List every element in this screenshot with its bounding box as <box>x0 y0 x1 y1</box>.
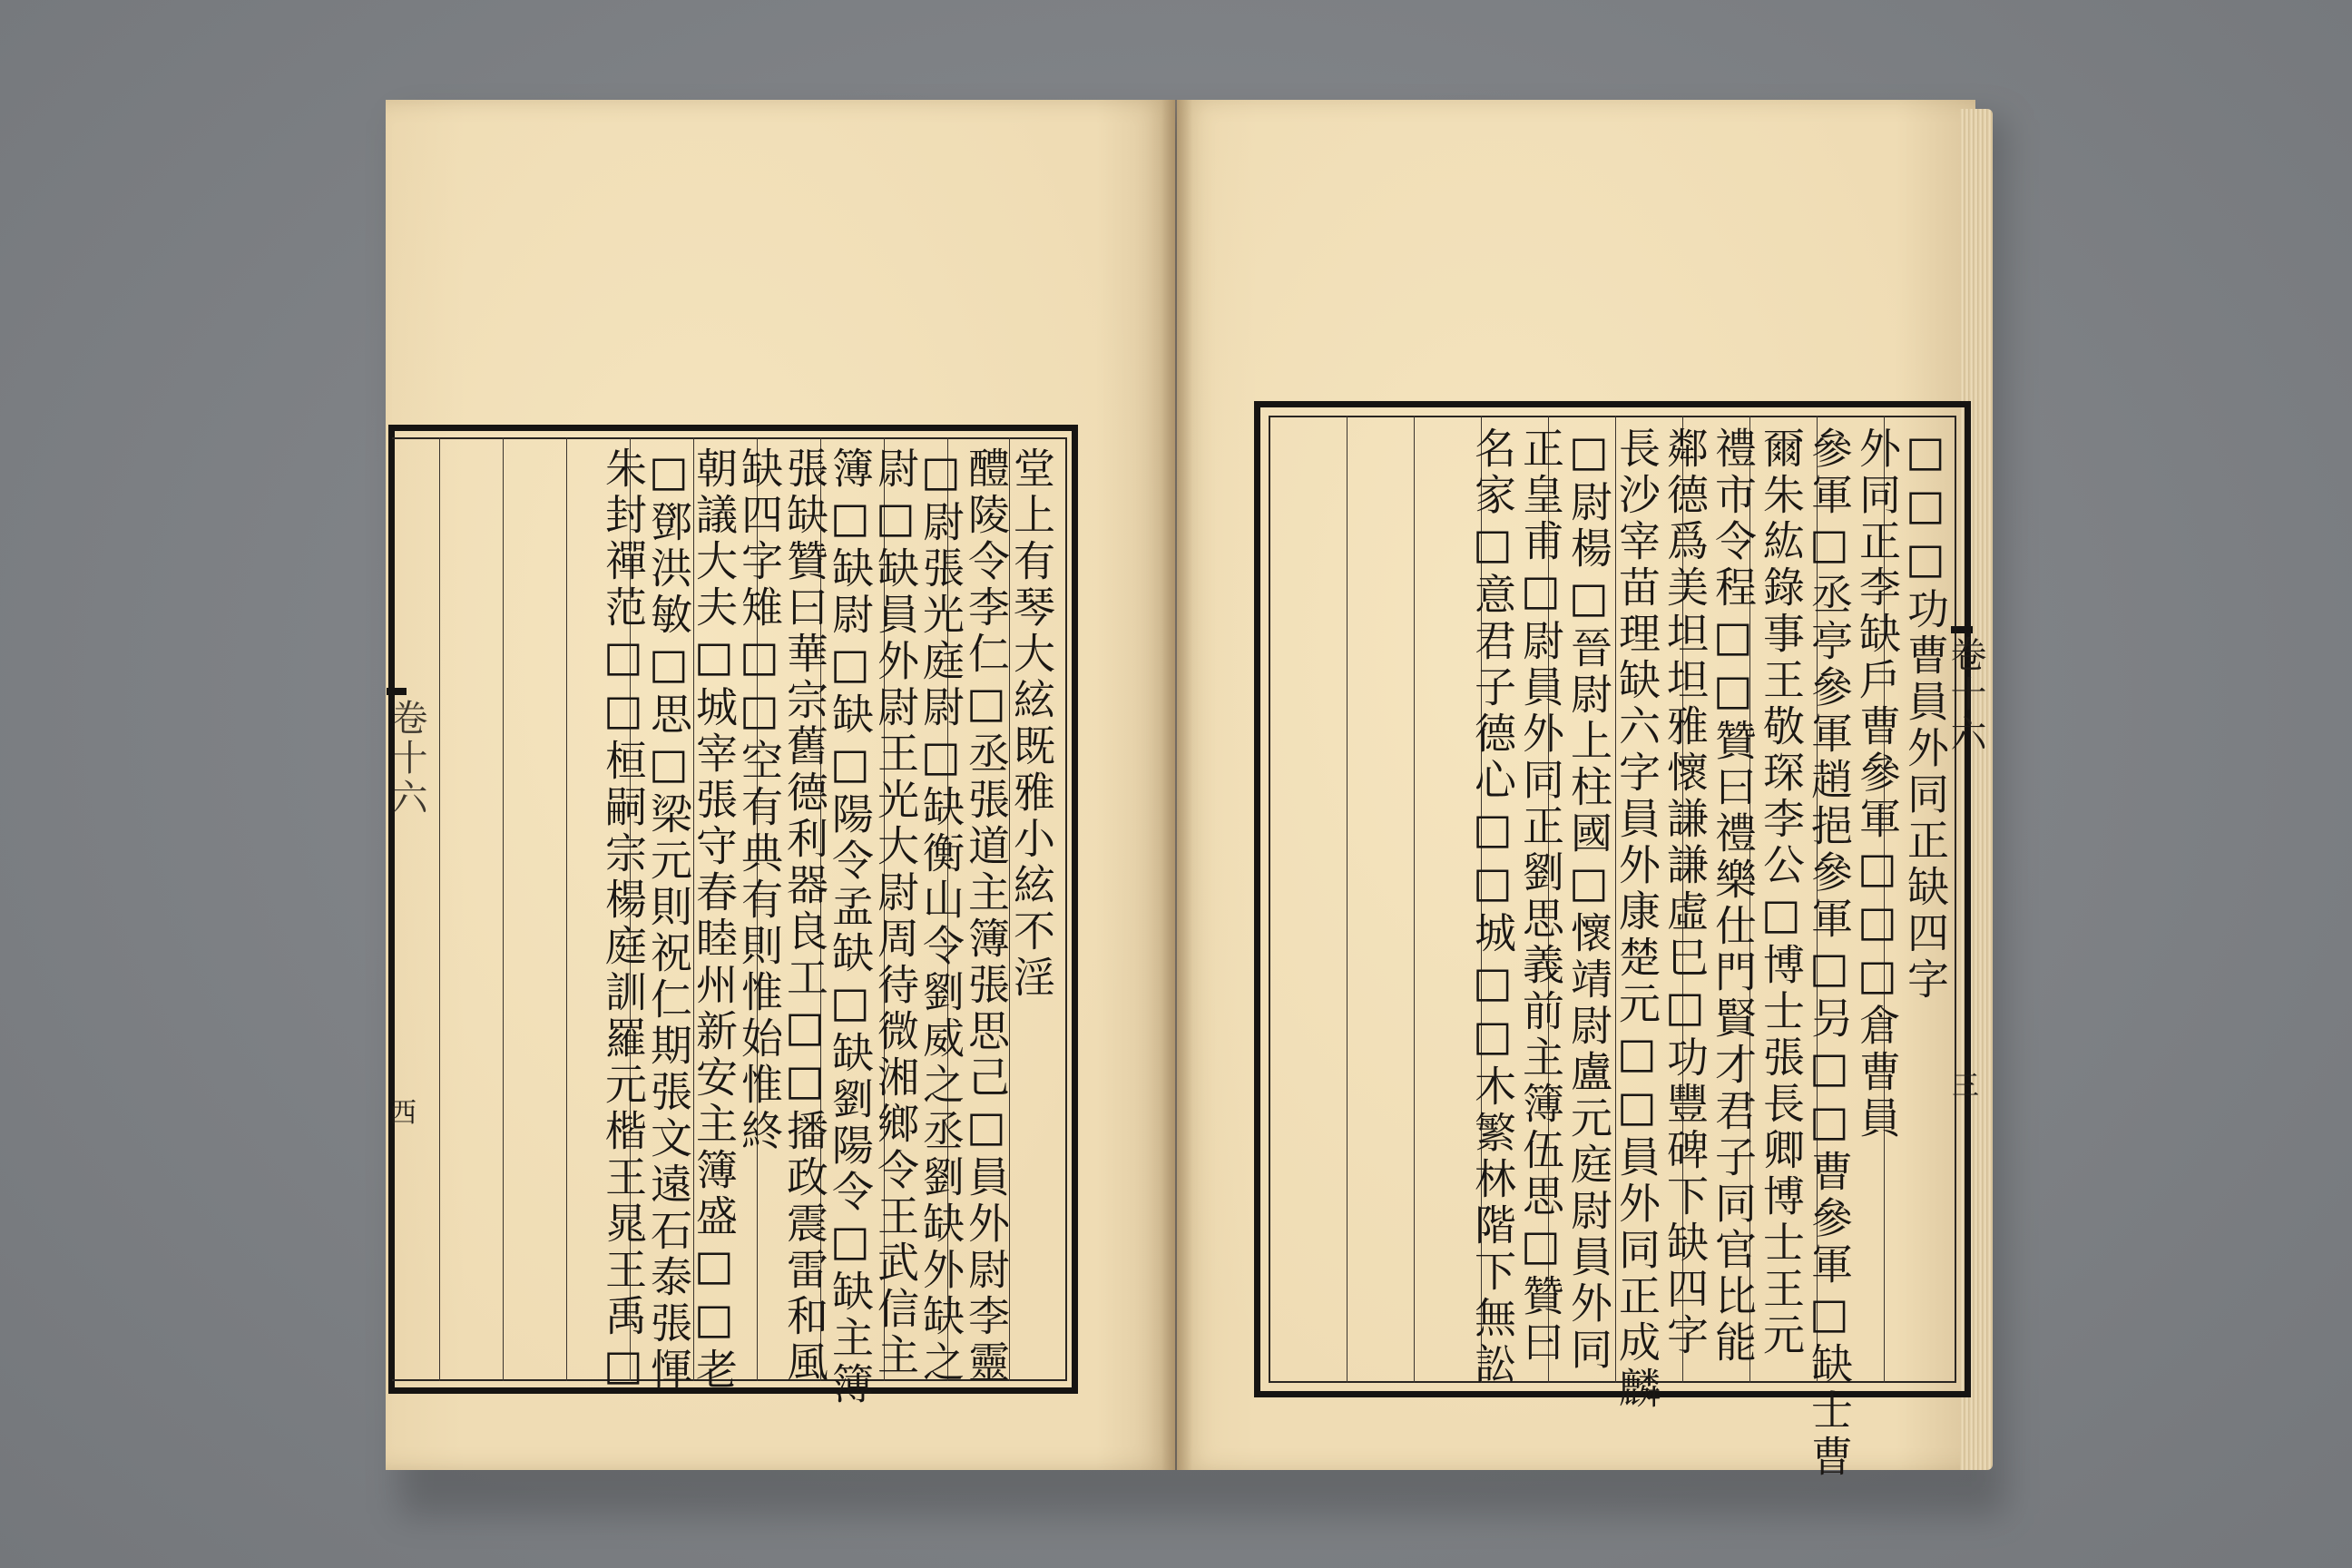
text-column: 禮市令程□□贊曰禮樂仕門賢才君子同官比能 <box>1709 426 1758 1367</box>
text-column: 正皇甫□尉員外同正劉思義前主簿伍思□贊曰 <box>1516 426 1565 1367</box>
left-margin-page-number: 西 <box>384 1098 416 1129</box>
text-column: 堂上有琴大絃既雅小絃不淫 <box>1007 446 1056 1002</box>
text-column: 鄰德爲美坦坦雅懷謙謙虛巳□功豐碑下缺四字 <box>1661 426 1710 1359</box>
text-column: 缺四字雉□□空有典有則惟始惟終 <box>735 446 784 1155</box>
left-margin-title: 卷十六 <box>386 699 427 818</box>
text-column: 名家□意君子德心□□城□□木繁林階下無訟 <box>1468 426 1517 1388</box>
right-margin-title: 卷十六 <box>1945 635 1986 755</box>
text-column: 醴陵令李仁□丞張道主簿張思己□員外尉李靈 <box>962 446 1011 1387</box>
text-column: 簿□缺尉□缺□陽令孟缺□缺劉陽令□缺主簿 <box>826 446 875 1408</box>
text-column: □鄧洪敏□思□梁元則祝仁期張文遠石泰張惲 <box>644 446 693 1394</box>
text-column: 外同正李缺戶曹參軍□□□倉曹員 <box>1853 426 1902 1142</box>
right-page-text <box>1278 426 1950 1481</box>
fish-tail-mark <box>387 688 407 695</box>
text-column: 長沙宰苗理缺六字員外康楚元□□員外同正成麟 <box>1612 426 1661 1413</box>
book-gutter <box>1161 100 1192 1470</box>
left-page-text <box>419 446 1056 1408</box>
right-margin-page-number: 三 <box>1946 1071 1978 1102</box>
text-column: □尉楊□晉尉上柱國□懷靖尉盧元庭尉員外同 <box>1564 426 1613 1374</box>
text-column: 張缺贊曰華宗舊德利器良工□□播政震雷和風 <box>780 446 829 1387</box>
text-column: 朱封禪范□□桓嗣宗楊庭訓羅元楷王晁王禹□ <box>599 446 648 1394</box>
text-column: □□□功曹員外同正缺四字 <box>1901 426 1950 1004</box>
text-column: 朝議大夫□城宰張守春睦州新安主簿盛□□老 <box>690 446 739 1394</box>
text-column: 尉□缺員外尉王光大尉周待微湘鄉令王武信主 <box>871 446 920 1379</box>
text-column: □尉張光庭尉□缺衡山令劉威之丞劉缺外缺之 <box>916 446 965 1387</box>
fish-tail-mark <box>1951 626 1973 633</box>
text-column: 爾朱紘錄事王敬琛李公□博士張長卿博士王元 <box>1757 426 1806 1359</box>
text-column: 參軍□丞亭參軍趙挹參軍□叧□□曹參軍□缺士曹 <box>1805 426 1854 1481</box>
